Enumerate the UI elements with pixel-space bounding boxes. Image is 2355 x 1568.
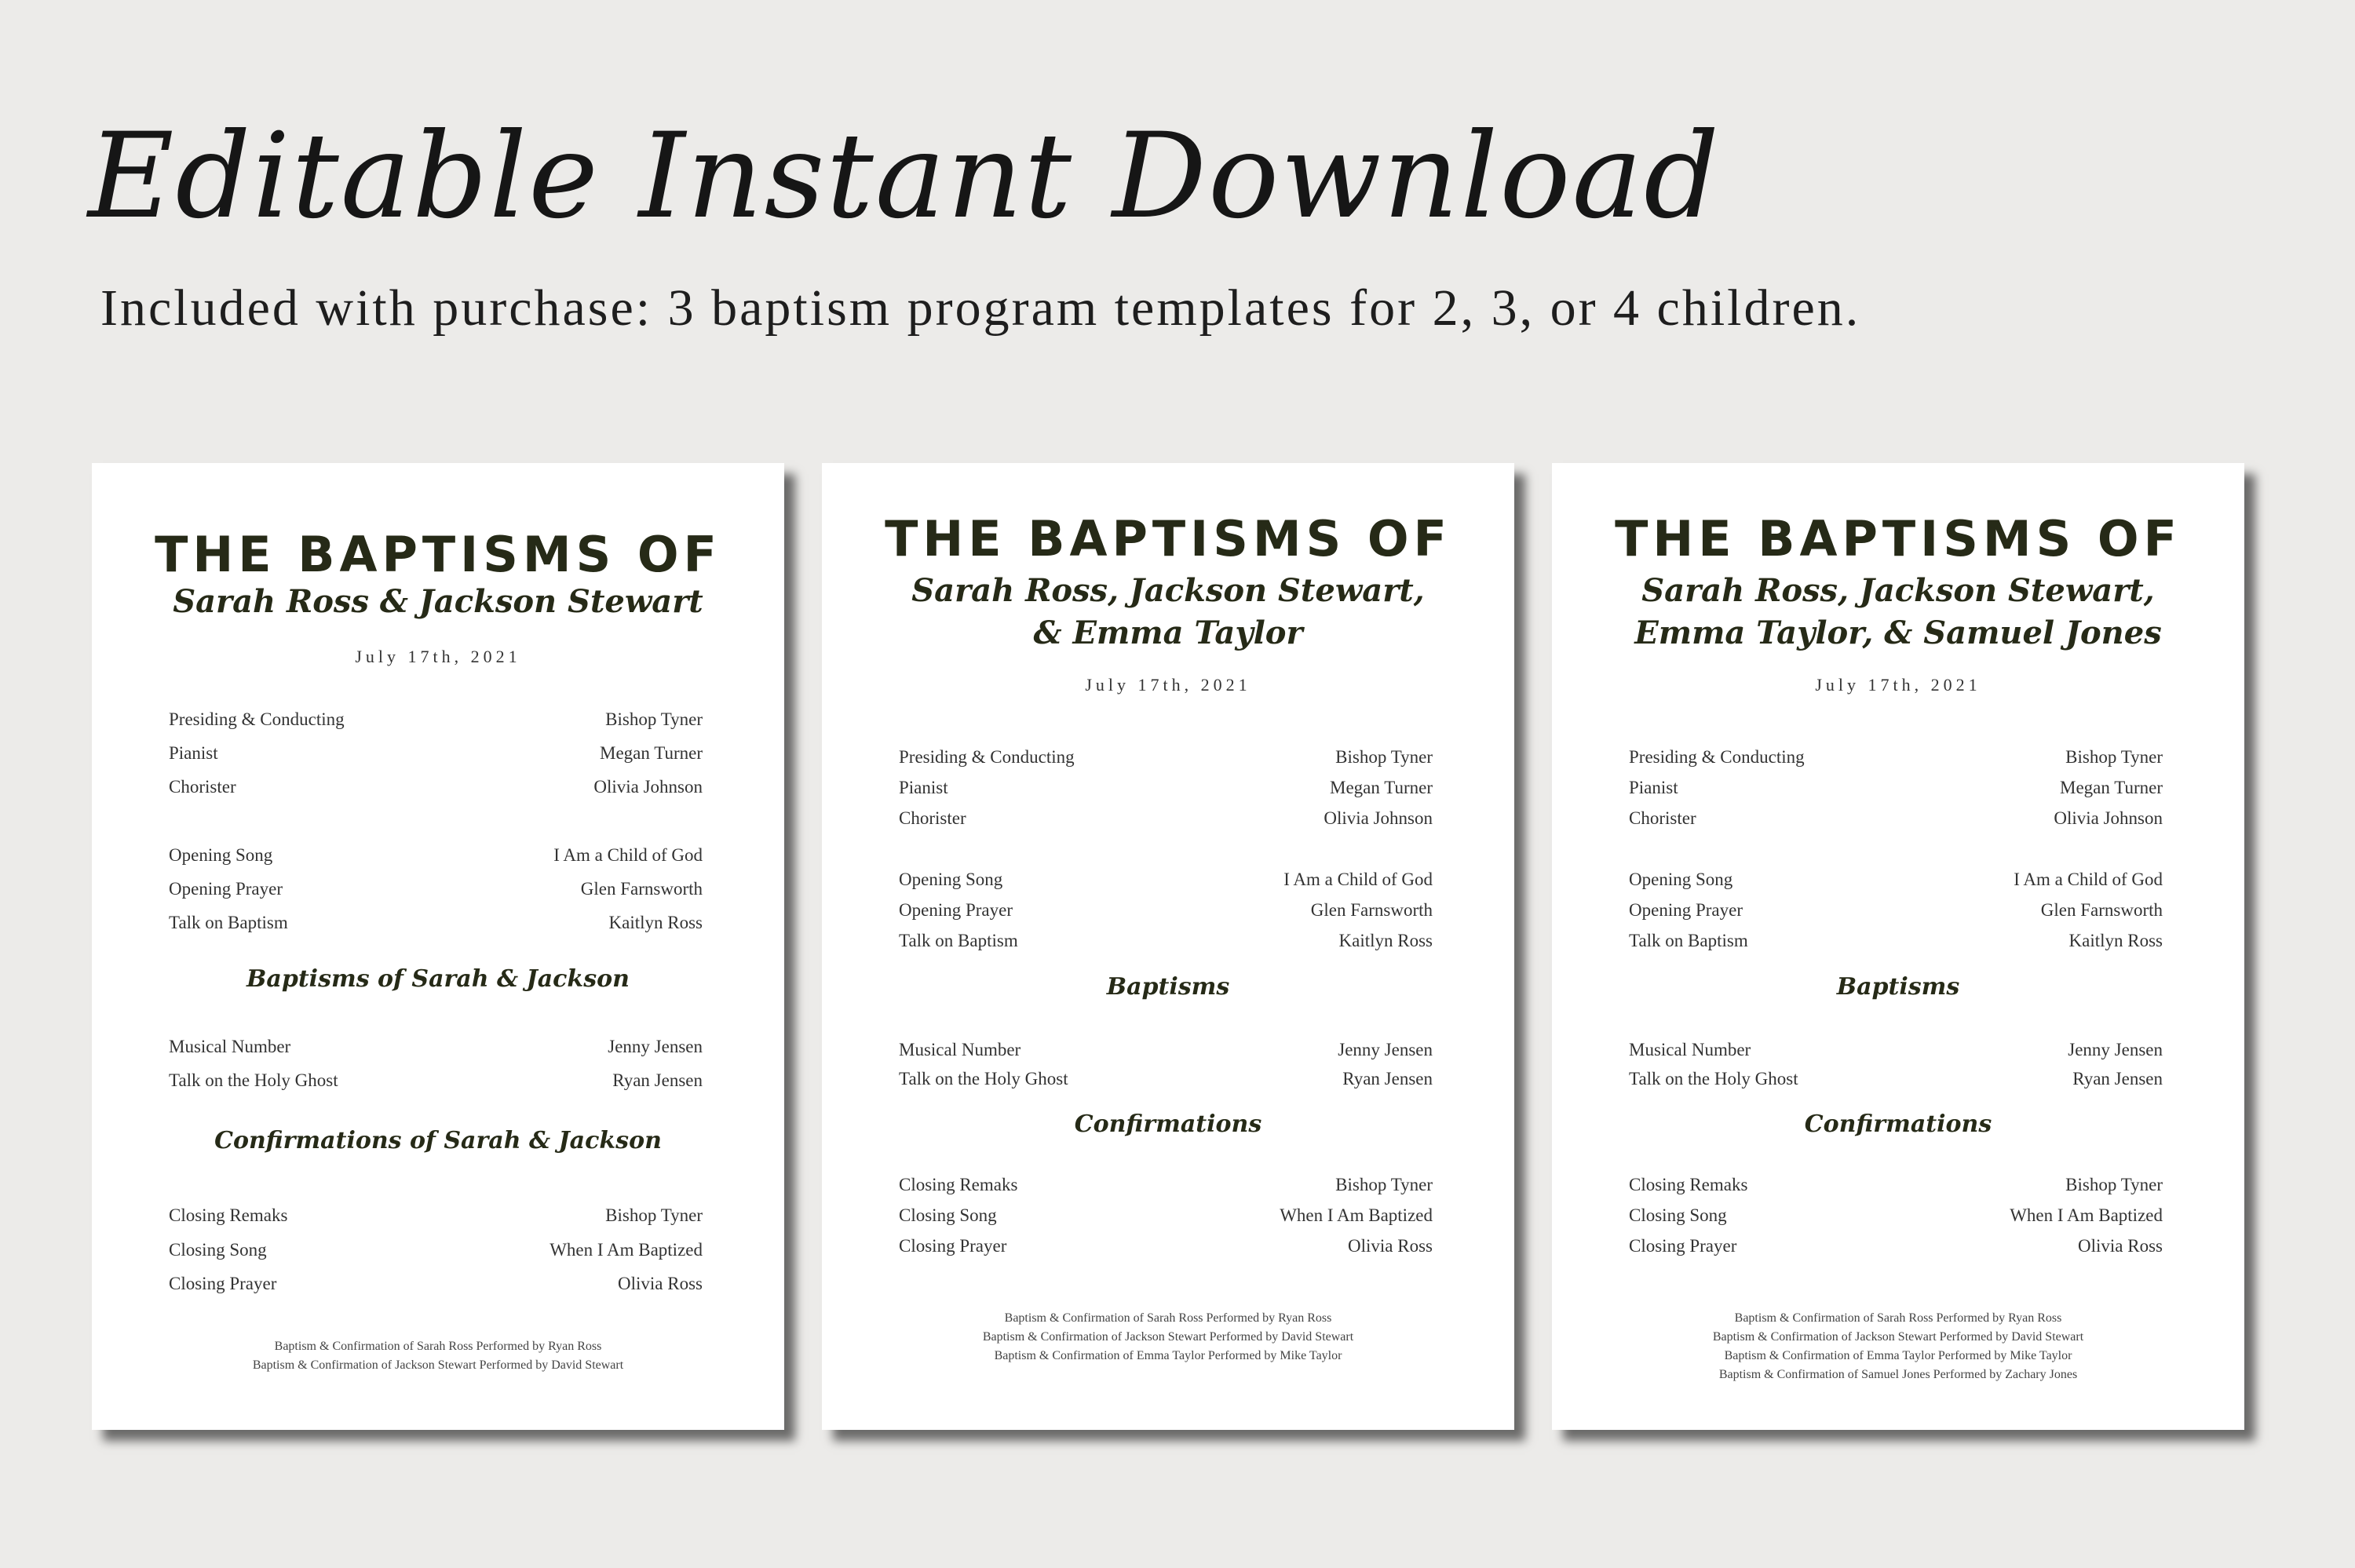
row-role: Chorister <box>1629 808 1696 828</box>
program-row <box>1629 1040 2163 1060</box>
names-line: Sarah Ross, Jackson Stewart, <box>911 572 1425 609</box>
row-name: Jenny Jensen <box>1338 1040 1433 1059</box>
row-role: Presiding & Conducting <box>899 747 1075 767</box>
names-line: & Emma Taylor <box>1033 614 1303 651</box>
row-name: Bishop Tyner <box>1335 1175 1433 1194</box>
program-row <box>1629 778 2163 798</box>
program-row <box>169 913 703 933</box>
row-role: Opening Prayer <box>899 900 1013 920</box>
baptisms-heading: Baptisms <box>1836 973 1960 1001</box>
credit-line: Baptism & Confirmation of Sarah Ross Performed by Ryan Ross <box>1734 1311 2062 1325</box>
row-name: Megan Turner <box>1330 778 1433 797</box>
program-row <box>899 808 1433 829</box>
credit-line: Baptism & Confirmation of Jackson Stewart Performed by David Stewart <box>1712 1330 2084 1344</box>
program-title: THE BAPTISMS OF <box>155 526 721 583</box>
row-name: Kaitlyn Ross <box>1338 931 1433 950</box>
row-name: Olivia Johnson <box>1324 808 1433 828</box>
row-name: Jenny Jensen <box>2068 1040 2163 1059</box>
program-row <box>1629 808 2163 829</box>
program-row <box>899 900 1433 921</box>
program-row <box>169 1274 703 1294</box>
row-role: Pianist <box>169 743 218 763</box>
credits <box>92 1337 784 1375</box>
row-name: Olivia Johnson <box>2054 808 2163 828</box>
row-role: Talk on Baptism <box>169 913 288 932</box>
program-date: July 17th, 2021 <box>355 647 521 666</box>
program-row <box>169 777 703 797</box>
row-name: Bishop Tyner <box>605 1205 703 1225</box>
program-row <box>1629 1236 2163 1256</box>
credits <box>822 1309 1514 1366</box>
credit-line: Baptism & Confirmation of Emma Taylor Performed by Mike Taylor <box>994 1349 1342 1362</box>
row-name: Megan Turner <box>600 743 703 763</box>
row-role: Pianist <box>1629 778 1678 797</box>
program-row <box>169 845 703 866</box>
baptisms-heading: Baptisms of Sarah & Jackson <box>246 965 630 993</box>
program-row <box>169 1205 703 1226</box>
program-row <box>1629 870 2163 890</box>
row-name: Bishop Tyner <box>1335 747 1433 767</box>
program-card-3-children <box>822 463 1514 1430</box>
program-row <box>1629 900 2163 921</box>
program-row <box>899 1040 1433 1060</box>
program-title: THE BAPTISMS OF <box>885 510 1451 567</box>
row-name: Ryan Jensen <box>1342 1069 1433 1088</box>
program-names <box>822 570 1514 655</box>
credit-line: Baptism & Confirmation of Jackson Stewart Performed by David Stewart <box>982 1330 1354 1344</box>
row-name: Ryan Jensen <box>2072 1069 2163 1088</box>
program-row <box>169 1240 703 1260</box>
row-role: Chorister <box>169 777 236 797</box>
row-name: Glen Farnsworth <box>2040 900 2163 920</box>
row-name: I Am a Child of God <box>1283 870 1433 889</box>
row-name: Olivia Ross <box>618 1274 703 1293</box>
row-name: When I Am Baptized <box>2010 1205 2163 1225</box>
subtitle: Included with purchase: 3 baptism program templates for 2, 3, or 4 children. <box>100 279 1861 337</box>
row-role: Talk on the Holy Ghost <box>169 1070 338 1090</box>
row-name: I Am a Child of God <box>2014 870 2163 889</box>
row-role: Closing Prayer <box>169 1274 277 1293</box>
names-line: Emma Taylor, & Samuel Jones <box>1634 614 2162 651</box>
credits <box>1552 1309 2244 1384</box>
program-row <box>899 1069 1433 1089</box>
row-role: Talk on the Holy Ghost <box>899 1069 1068 1088</box>
program-row <box>899 1175 1433 1195</box>
row-role: Opening Prayer <box>1629 900 1743 920</box>
row-role: Chorister <box>899 808 966 828</box>
row-role: Talk on Baptism <box>899 931 1018 950</box>
row-name: Ryan Jensen <box>612 1070 703 1090</box>
confirmations-heading: Confirmations <box>1074 1110 1262 1138</box>
program-row <box>899 1236 1433 1256</box>
confirmations-heading: Confirmations of Sarah & Jackson <box>214 1127 662 1154</box>
program-date: July 17th, 2021 <box>1085 675 1251 695</box>
program-card-4-children <box>1552 463 2244 1430</box>
row-name: Olivia Johnson <box>593 777 703 797</box>
program-names <box>92 581 784 623</box>
row-role: Talk on Baptism <box>1629 931 1748 950</box>
row-role: Closing Prayer <box>1629 1236 1737 1256</box>
names-line: Sarah Ross & Jackson Stewart <box>173 583 703 620</box>
program-title: THE BAPTISMS OF <box>1615 510 2182 567</box>
names-line: Sarah Ross, Jackson Stewart, <box>1641 572 2155 609</box>
row-name: When I Am Baptized <box>1280 1205 1433 1225</box>
row-role: Opening Song <box>1629 870 1733 889</box>
row-name: Olivia Ross <box>2078 1236 2163 1256</box>
credit-line: Baptism & Confirmation of Emma Taylor Performed by Mike Taylor <box>1724 1349 2072 1362</box>
program-row <box>899 1205 1433 1226</box>
program-row <box>899 931 1433 951</box>
program-row <box>1629 1069 2163 1089</box>
program-row <box>899 747 1433 768</box>
row-role: Closing Prayer <box>899 1236 1007 1256</box>
credit-line: Baptism & Confirmation of Sarah Ross Performed by Ryan Ross <box>274 1340 602 1353</box>
program-row <box>169 709 703 730</box>
row-name: Jenny Jensen <box>608 1037 703 1056</box>
baptisms-heading: Baptisms <box>1106 973 1230 1001</box>
credit-line: Baptism & Confirmation of Sarah Ross Performed by Ryan Ross <box>1004 1311 1332 1325</box>
program-row <box>899 870 1433 890</box>
row-role: Talk on the Holy Ghost <box>1629 1069 1798 1088</box>
row-role: Opening Song <box>169 845 273 865</box>
row-name: When I Am Baptized <box>550 1240 703 1260</box>
credit-line: Baptism & Confirmation of Samuel Jones Performed by Zachary Jones <box>1718 1368 2078 1381</box>
row-name: Kaitlyn Ross <box>2068 931 2163 950</box>
row-role: Closing Song <box>169 1240 267 1260</box>
row-name: Bishop Tyner <box>2065 747 2163 767</box>
row-role: Closing Remaks <box>169 1205 288 1225</box>
row-name: Bishop Tyner <box>2065 1175 2163 1194</box>
row-role: Closing Remaks <box>899 1175 1018 1194</box>
program-names <box>1552 570 2244 655</box>
script-headline: Editable Instant Download <box>88 108 1722 245</box>
row-role: Presiding & Conducting <box>169 709 345 729</box>
row-name: Bishop Tyner <box>605 709 703 729</box>
program-row <box>169 879 703 899</box>
program-card-2-children <box>92 463 784 1430</box>
credit-line: Baptism & Confirmation of Jackson Stewart Performed by David Stewart <box>252 1358 624 1372</box>
program-row <box>1629 931 2163 951</box>
program-row <box>169 743 703 764</box>
row-role: Closing Song <box>1629 1205 1727 1225</box>
row-name: Olivia Ross <box>1348 1236 1433 1256</box>
row-name: Megan Turner <box>2060 778 2163 797</box>
row-name: I Am a Child of God <box>553 845 703 865</box>
row-role: Musical Number <box>899 1040 1021 1059</box>
confirmations-heading: Confirmations <box>1804 1110 1992 1138</box>
row-role: Musical Number <box>1629 1040 1751 1059</box>
row-role: Closing Song <box>899 1205 997 1225</box>
program-date: July 17th, 2021 <box>1815 675 1981 695</box>
row-role: Opening Song <box>899 870 1003 889</box>
row-role: Closing Remaks <box>1629 1175 1748 1194</box>
row-role: Pianist <box>899 778 948 797</box>
row-role: Musical Number <box>169 1037 291 1056</box>
program-row <box>169 1070 703 1091</box>
program-row <box>1629 1175 2163 1195</box>
program-row <box>1629 747 2163 768</box>
row-role: Presiding & Conducting <box>1629 747 1805 767</box>
program-row <box>1629 1205 2163 1226</box>
row-name: Kaitlyn Ross <box>608 913 703 932</box>
program-row <box>899 778 1433 798</box>
program-row <box>169 1037 703 1057</box>
row-name: Glen Farnsworth <box>580 879 703 899</box>
row-name: Glen Farnsworth <box>1310 900 1433 920</box>
row-role: Opening Prayer <box>169 879 283 899</box>
